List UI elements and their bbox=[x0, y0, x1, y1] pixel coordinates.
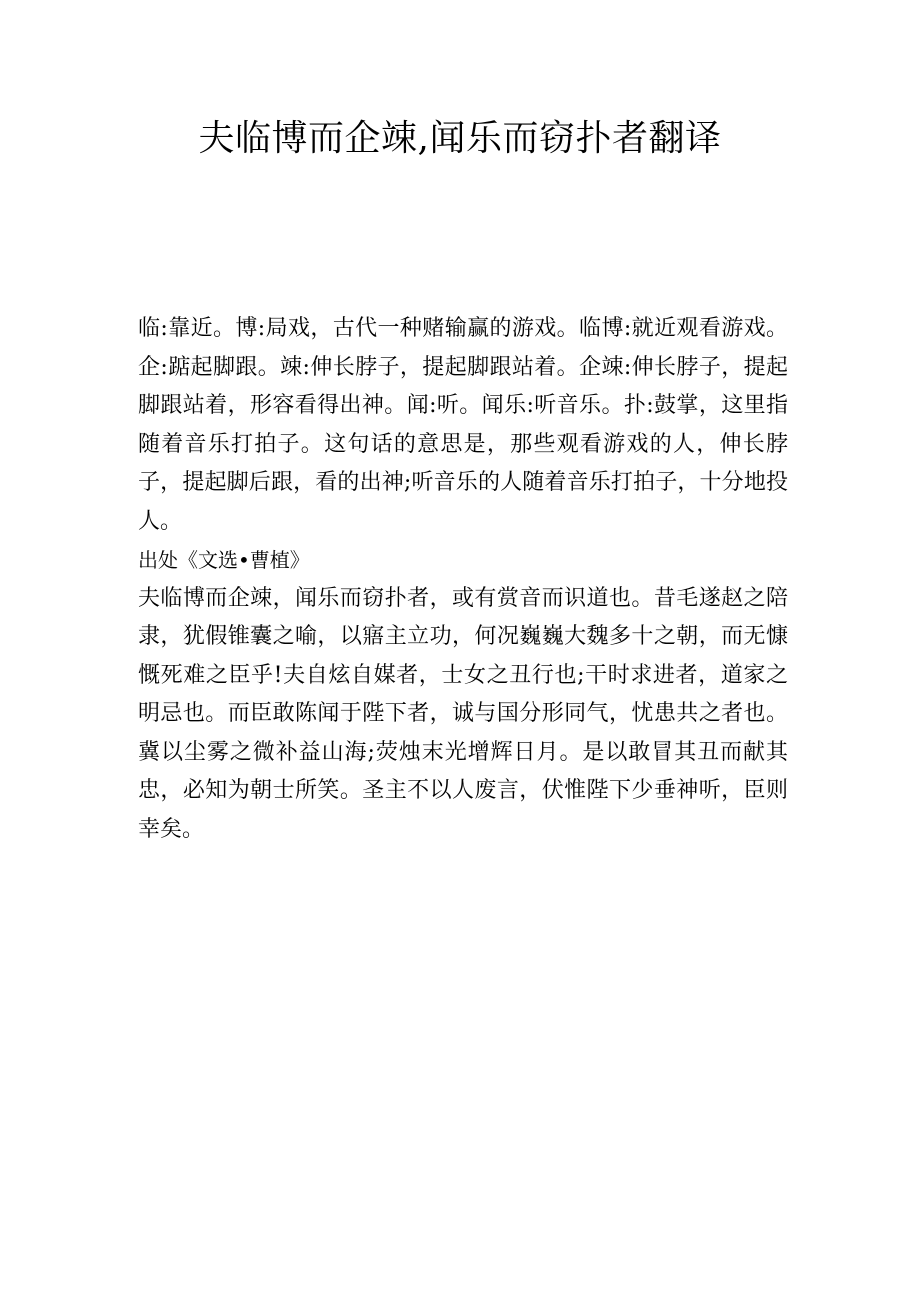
original-text-paragraph: 夫临博而企竦，闻乐而窃扑者，或有赏音而识道也。昔毛遂赵之陪隶，犹假锥囊之喻，以寤主立功，何况巍巍大魏多十之朝，而无慷慨死难之臣乎!夫自炫自媒者，士女之丑行也;干时求进者，道家之明忌也。而臣敢陈闻于陛下者，诚与国分形同气，忧患共之者也。冀以尘雾之微补益山海;荧烛末光增辉日月。是以敢冒其丑而献其忠，必知为朝士所笑。圣主不以人废言，伏惟陛下少垂神听，臣则幸矣。 bbox=[138, 585, 788, 842]
page-title: 夫临博而企竦,闻乐而窃扑者翻译 bbox=[198, 118, 722, 159]
source-citation: 出处《文选•曹植》 bbox=[138, 548, 310, 572]
translation-paragraph: 临:靠近。博:局戏，古代一种赌输赢的游戏。临博:就近观看游戏。企:踮起脚跟。竦:伸长脖子，提起脚跟站着。企竦:伸长脖子，提起脚跟站着，形容看得出神。闻:听。闻乐:听音乐。扑:鼓掌，这里指随着音乐打拍子。这句话的意思是，那些观看游戏的人，伸长脖子，提起脚后跟，看的出神;听音乐的人随着音乐打拍子，十分地投人。 bbox=[138, 316, 788, 534]
document-body bbox=[138, 310, 788, 849]
